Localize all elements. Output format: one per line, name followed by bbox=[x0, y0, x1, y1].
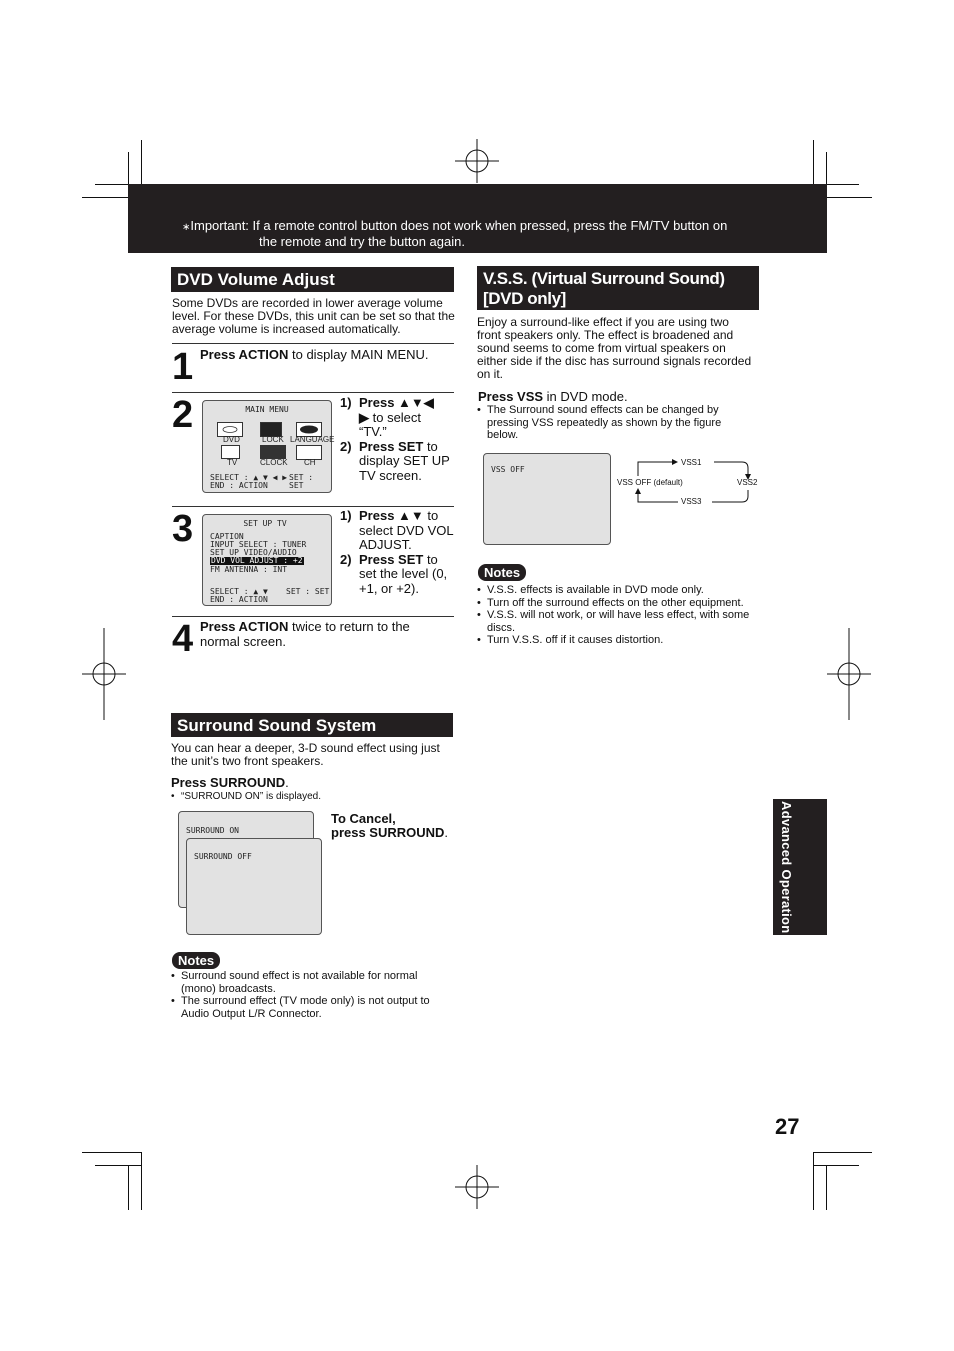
step3-instructions bbox=[340, 509, 458, 596]
step2-instructions bbox=[340, 396, 458, 483]
step1-bold: Press ACTION bbox=[200, 347, 289, 362]
step3-b-num: 2) bbox=[340, 551, 352, 567]
menu-label-tv: TV bbox=[227, 458, 238, 467]
menu-select-hint: SELECT : ▲ ▼ ◀ ▶ bbox=[210, 473, 288, 482]
step4-text bbox=[200, 620, 440, 649]
registration-mark-icon bbox=[827, 628, 871, 720]
step3-b-bold: Press SET bbox=[359, 551, 424, 567]
crop-mark bbox=[141, 1152, 142, 1210]
step-divider bbox=[172, 616, 454, 617]
crop-mark bbox=[826, 1165, 827, 1210]
important-label: Important: bbox=[190, 218, 249, 233]
step-divider bbox=[172, 392, 454, 393]
surround-off-screen bbox=[186, 838, 322, 935]
cancel-line-2-bold: press SURROUND bbox=[331, 825, 445, 840]
surround-note-item: • Surround sound effect is not available for normal (mono) broadcasts. bbox=[171, 970, 451, 995]
setup-line-input: INPUT SELECT : TUNER bbox=[210, 540, 307, 549]
menu-label-language: LANGUAGE bbox=[290, 435, 335, 444]
vss-note-item: • V.S.S. will not work, or will have less effect, with some discs. bbox=[477, 609, 762, 634]
vss-intro: Enjoy a surround-like effect if you are using two front speakers only. The effect is broadened and sound seems to come from virtual speakers on either side if the disc has surround signals recorded on it. bbox=[477, 315, 752, 381]
vss-press bbox=[478, 390, 628, 403]
step3-a-text: to select DVD VOL ADJUST. bbox=[359, 508, 454, 552]
setup-tv-title: SET UP TV bbox=[243, 519, 287, 528]
cancel-line-1: To Cancel, bbox=[331, 811, 396, 826]
step2-b-bold: Press SET bbox=[359, 438, 424, 454]
step-divider bbox=[172, 506, 454, 507]
crop-mark bbox=[95, 1165, 141, 1166]
step-number-1: 1 bbox=[172, 346, 194, 388]
right-arrow-icon: ▶ bbox=[359, 409, 369, 425]
crop-mark bbox=[128, 1165, 129, 1210]
vss-bullet-item: • The Surround sound effects can be changed by pressing VSS repeatedly as shown by the figure below. bbox=[477, 404, 747, 442]
setup-line-caption: CAPTION bbox=[210, 532, 244, 541]
vss-off-screen bbox=[483, 453, 611, 545]
surround-intro: You can hear a deeper, 3-D sound effect using just the unit’s two front speakers. bbox=[171, 741, 440, 768]
menu-label-ch: CH bbox=[304, 458, 316, 467]
step2-a-text: to select bbox=[369, 409, 422, 425]
step4-bold: Press ACTION bbox=[200, 619, 289, 634]
crop-mark bbox=[826, 197, 872, 198]
step2-b-text: to display SET UP TV screen. bbox=[359, 438, 450, 483]
step3-a-bold: Press ▲▼ bbox=[359, 508, 424, 523]
vss-off-default-label: VSS OFF (default) bbox=[617, 478, 683, 487]
main-menu-title: MAIN MENU bbox=[245, 405, 289, 414]
section-title-vss bbox=[477, 266, 759, 310]
section-title-surround: Surround Sound System bbox=[171, 713, 453, 737]
vss-title-line-2: [DVD only] bbox=[483, 289, 566, 308]
page-number: 27 bbox=[775, 1114, 800, 1139]
surround-displayed-list bbox=[171, 791, 451, 804]
crop-mark bbox=[813, 1152, 872, 1153]
vss1-label: VSS1 bbox=[681, 458, 702, 467]
step-number-3: 3 bbox=[172, 508, 194, 550]
step2-a-bold: Press bbox=[359, 395, 399, 410]
vss-note-item: • Turn off the surround effects on the other equipment. bbox=[477, 597, 762, 610]
step3-a-num: 1) bbox=[340, 508, 352, 523]
vss-notes-badge: Notes bbox=[478, 564, 526, 581]
step-divider bbox=[172, 343, 454, 344]
step2-a-num: 1) bbox=[340, 395, 352, 410]
menu-label-dvd: DVD bbox=[223, 435, 240, 444]
crop-mark bbox=[82, 197, 128, 198]
vss-press-rest: in DVD mode. bbox=[543, 389, 628, 404]
side-tab bbox=[773, 799, 827, 935]
surround-notes-badge: Notes bbox=[172, 952, 220, 969]
clock-icon bbox=[260, 445, 286, 459]
vss-note-item: • Turn V.S.S. off if it causes distortion. bbox=[477, 634, 762, 647]
surround-press-bold: Press SURROUND bbox=[171, 775, 286, 790]
crop-mark bbox=[813, 1152, 814, 1210]
menu-label-clock: CLOCK bbox=[260, 458, 288, 467]
step2-a-text2: “TV.” bbox=[359, 424, 387, 439]
dvd-volume-intro: Some DVDs are recorded in lower average volume level. For these DVDs, this unit can be set so that the average volume is increased automatically. bbox=[172, 296, 455, 336]
vss-cycle-diagram bbox=[612, 452, 772, 512]
setup-line-dvd-vol: DVD VOL ADJUST : +2 bbox=[211, 556, 303, 565]
menu-label-lock: LOCK bbox=[262, 435, 284, 444]
vss-off-label: VSS OFF bbox=[491, 465, 525, 474]
setup-set-hint: SET : SET bbox=[286, 587, 330, 596]
registration-mark-icon bbox=[82, 628, 126, 720]
setup-line-video: SET UP VIDEO/AUDIO bbox=[210, 548, 297, 557]
vss-title-line-1: V.S.S. (Virtual Surround Sound) bbox=[483, 269, 725, 288]
step-number-2: 2 bbox=[172, 394, 194, 436]
arrow-keys-icon: ▲▼◀ bbox=[398, 395, 434, 410]
menu-set-hint: SET : SET bbox=[289, 473, 314, 490]
registration-mark-icon bbox=[455, 139, 499, 183]
vss3-label: VSS3 bbox=[681, 497, 702, 506]
step2-b-num: 2) bbox=[340, 438, 352, 454]
vss-bullet-list bbox=[477, 404, 747, 442]
section-title-dvd-volume: DVD Volume Adjust bbox=[171, 267, 454, 292]
surround-note-item: • The surround effect (TV mode only) is not output to Audio Output L/R Connector. bbox=[171, 995, 451, 1020]
asterisk-icon: ∗ bbox=[182, 222, 191, 233]
step-number-4: 4 bbox=[172, 618, 194, 660]
important-text-1: If a remote control button does not work when pressed, press the FM/TV button on bbox=[252, 218, 728, 233]
important-text-2: the remote and try the button again. bbox=[259, 234, 465, 249]
cancel-dot: . bbox=[444, 825, 449, 840]
step1-text bbox=[200, 348, 455, 361]
registration-mark-icon bbox=[455, 1165, 499, 1209]
surround-notes-list bbox=[171, 970, 451, 1020]
vss-note-item: • V.S.S. effects is available in DVD mode only. bbox=[477, 584, 762, 597]
step4-rest: twice to return to the normal screen. bbox=[200, 619, 410, 649]
step3-b-text: to set the level (0, +1, or +2). bbox=[359, 551, 448, 596]
setup-select-hint: SELECT : ▲ ▼ bbox=[210, 587, 268, 596]
crop-mark bbox=[813, 1165, 859, 1166]
menu-end-hint: END : ACTION bbox=[210, 481, 268, 490]
main-menu-screen bbox=[202, 400, 335, 493]
tv-icon bbox=[221, 445, 240, 459]
surround-on-label: SURROUND ON bbox=[186, 826, 239, 835]
surround-cancel bbox=[331, 812, 448, 840]
important-banner bbox=[128, 184, 827, 253]
surround-displayed-item: • “SURROUND ON” is displayed. bbox=[171, 791, 451, 804]
surround-press bbox=[171, 776, 289, 789]
setup-line-fm: FM ANTENNA : INT bbox=[210, 565, 288, 574]
vss2-label: VSS2 bbox=[737, 478, 758, 487]
surround-press-dot: . bbox=[285, 775, 289, 790]
vss-notes-list bbox=[477, 584, 762, 647]
vss-press-bold: Press VSS bbox=[478, 389, 544, 404]
setup-end-hint: END : ACTION bbox=[210, 595, 268, 604]
step1-rest: to display MAIN MENU. bbox=[288, 347, 429, 362]
surround-off-label: SURROUND OFF bbox=[194, 852, 252, 861]
important-note bbox=[182, 219, 782, 249]
crop-mark bbox=[82, 1152, 141, 1153]
side-tab-label: Advanced Operation bbox=[779, 801, 794, 934]
setup-tv-screen bbox=[202, 514, 332, 606]
